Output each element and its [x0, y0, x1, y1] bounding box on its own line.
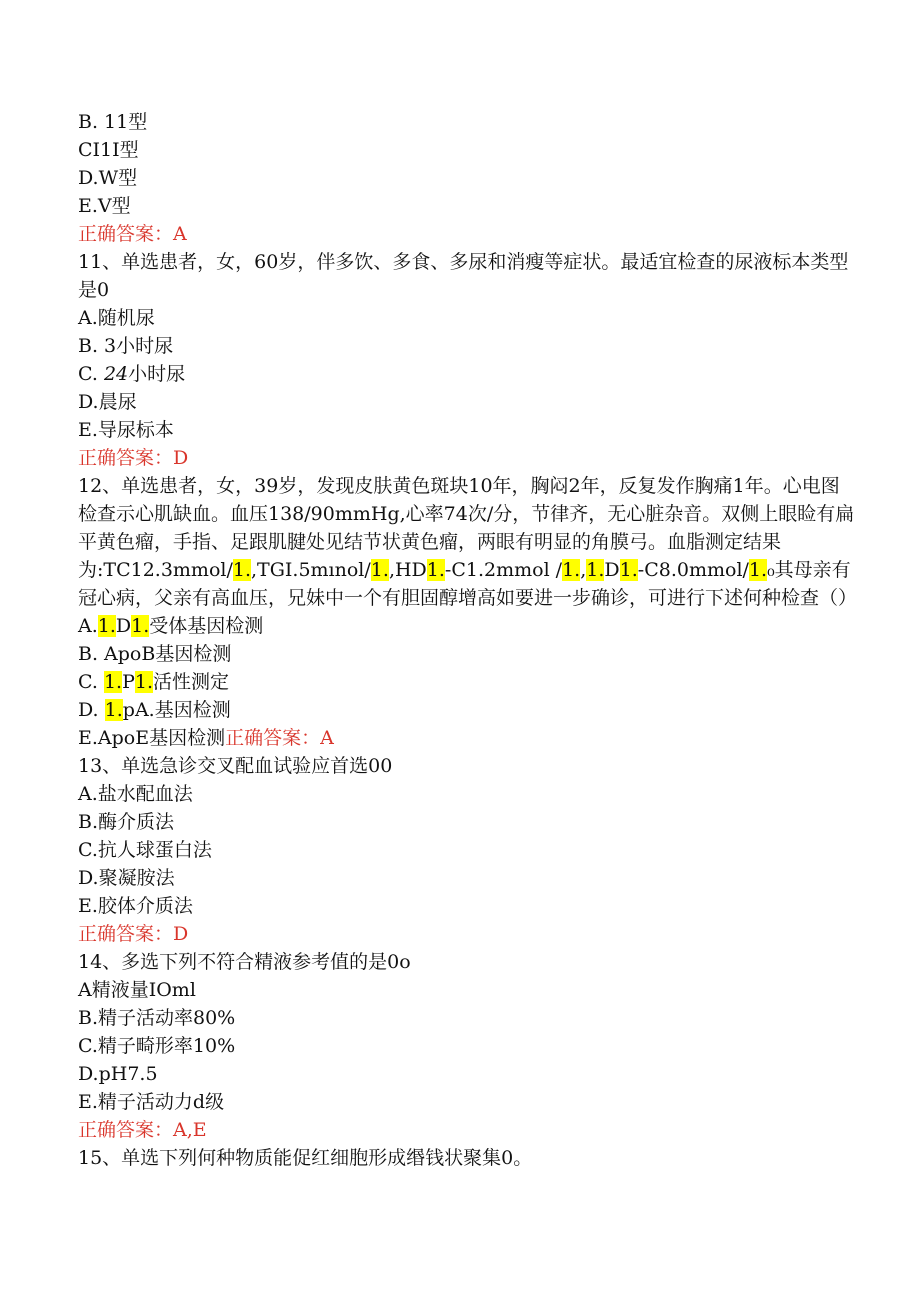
correct-answer: 正确答案：A	[78, 223, 187, 245]
option-d: D.聚凝胺法	[78, 867, 175, 889]
option-d: D.pH7.5	[78, 1063, 158, 1085]
highlight: 1.	[370, 559, 389, 581]
option-b: B.酶介质法	[78, 811, 175, 833]
question-15: 15、单选下列何种物质能促红细胞形成缗钱状聚集0。	[78, 1147, 533, 1169]
highlight: 1.	[426, 559, 445, 581]
highlight: 1.	[131, 615, 150, 637]
highlight: 1.	[97, 615, 116, 637]
q12-text: ₀其母亲有冠心病，父亲有高血压，兄妹中一个有胆固醇增高如要进一步确诊，可进行下述何种检查（）A.	[78, 559, 858, 637]
correct-answer: 正确答案：D	[78, 447, 189, 469]
q12-text: D	[604, 559, 620, 581]
highlight: 1.	[619, 559, 638, 581]
option-b: B. 11型	[78, 111, 148, 133]
correct-answer: 正确答案：A	[225, 727, 334, 749]
option-c-suffix: 小时尿	[128, 363, 186, 385]
option-b: B. 3小时尿	[78, 335, 174, 357]
correct-answer: 正确答案：D	[78, 923, 189, 945]
highlight: 1.	[748, 559, 768, 581]
highlight: 1.	[562, 559, 581, 581]
highlight: 1.	[134, 671, 154, 693]
q12-text: -C1.2mmol /	[444, 559, 563, 581]
option-b: B.精子活动率80%	[78, 1007, 236, 1029]
option-c	[78, 668, 858, 696]
option-e: E.导尿标本	[78, 419, 174, 441]
highlight: 1.	[103, 671, 123, 693]
question-13: 13、单选急诊交叉配血试验应首选00	[78, 755, 393, 777]
q12-text: D	[115, 615, 132, 637]
option-c-prefix: C.	[78, 363, 104, 385]
q12-text: 12、单选患者，女，39岁，发现皮肤黄色斑块10年，胸闷2年，反复发作胸痛1年。心电图检查示心肌缺血。血压138/90mmHg,心率74次/分，节律齐，无心脏杂音。双侧上眼睑有扁平黄色瘤，手指、足跟肌腱处见结节状黄色瘤，两眼有明显的角膜弓。血脂测定结果为:TC12.3mmol/	[78, 475, 855, 581]
highlight: 1.	[232, 559, 252, 581]
question-12	[78, 472, 858, 640]
option-d	[78, 696, 858, 724]
option-e: E.胶体介质法	[78, 895, 193, 917]
correct-answer: 正确答案：A,E	[78, 1119, 207, 1141]
option-b: B. ApoB基因检测	[78, 643, 232, 665]
option-a: A.盐水配血法	[78, 783, 193, 805]
option-a: A.随机尿	[78, 307, 155, 329]
option-d-prefix: D.	[78, 699, 105, 721]
option-d: D.W型	[78, 167, 138, 189]
q12-text: 受体基因检测	[149, 615, 264, 637]
option-e	[78, 724, 858, 752]
option-c: CI1I型	[78, 139, 139, 161]
q12-text: ,	[580, 559, 587, 581]
option-d-text: pA.基因检测	[122, 699, 231, 721]
q12-text: ,HD	[388, 559, 427, 581]
option-e: E.V型	[78, 195, 131, 217]
q12-text: -C8.0mmol/	[637, 559, 749, 581]
question-14: 14、多选下列不符合精液参考值的是0o	[78, 951, 411, 973]
option-a: A精液量IOml	[78, 979, 196, 1001]
option-c: C.抗人球蛋白法	[78, 839, 212, 861]
document-page	[78, 108, 858, 1172]
option-c-text: P	[122, 671, 135, 693]
option-d: D.晨尿	[78, 391, 137, 413]
option-c	[78, 360, 858, 388]
highlight: 1.	[104, 699, 123, 721]
option-c-prefix: C.	[78, 671, 104, 693]
option-c-hours: 24	[103, 363, 129, 385]
option-e-text: E.ApoE基因检测	[78, 727, 226, 749]
q12-text: ,TGI.5mınol/	[251, 559, 371, 581]
option-e: E.精子活动力d级	[78, 1091, 225, 1113]
option-c: C.精子畸形率10%	[78, 1035, 236, 1057]
question-11: 11、单选患者，女，60岁，伴多饮、多食、多尿和消瘦等症状。最适宜检查的尿液标本类型是0	[78, 251, 849, 301]
option-c-text: 活性测定	[153, 671, 230, 693]
highlight: 1.	[586, 559, 605, 581]
